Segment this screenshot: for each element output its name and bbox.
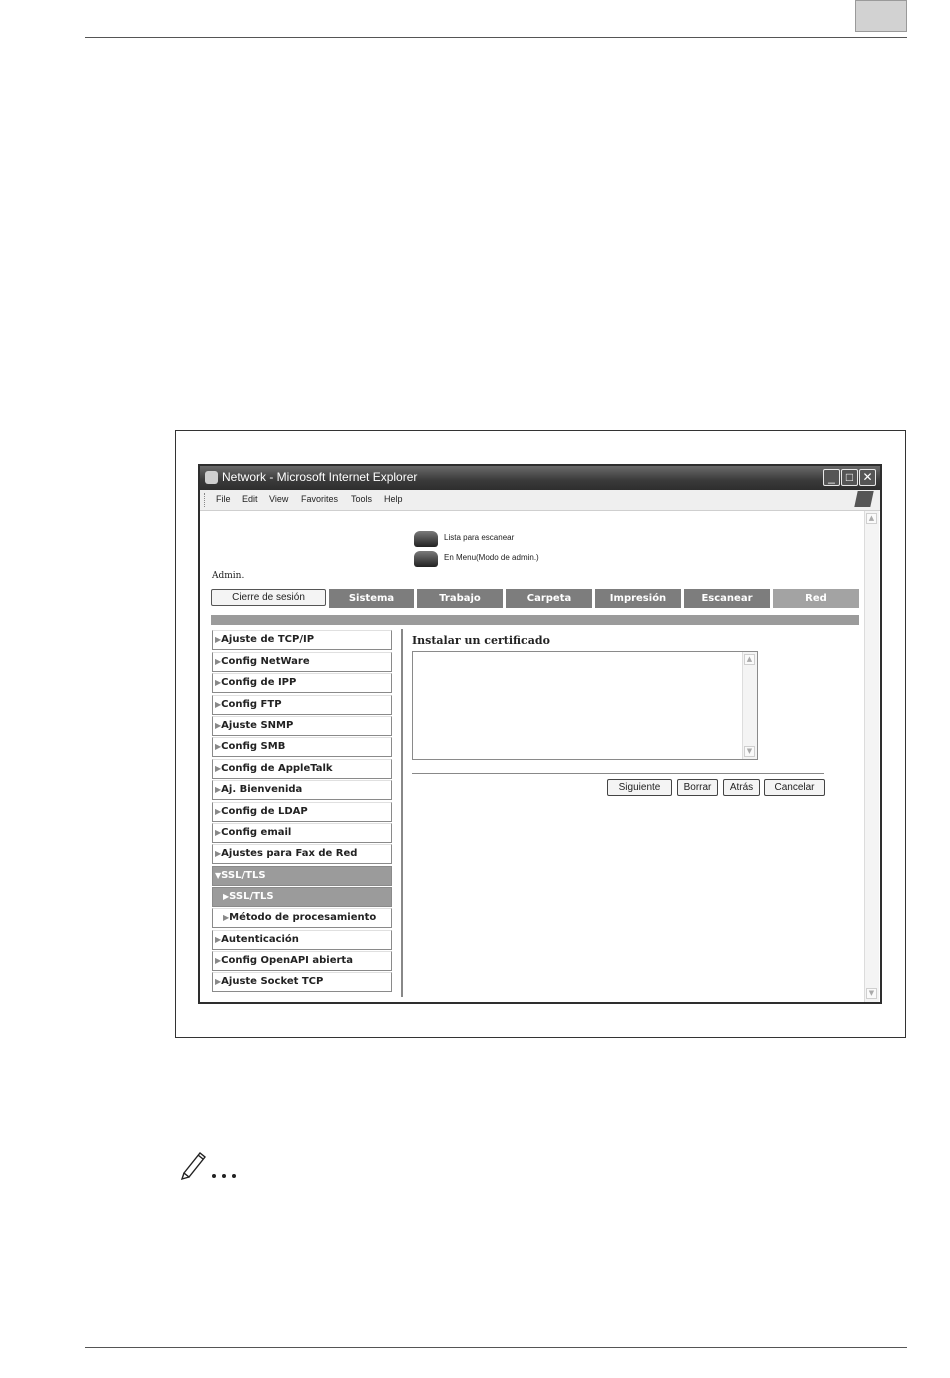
windows-logo-icon: [854, 491, 873, 507]
footer-rule: [85, 1347, 907, 1348]
back-button[interactable]: Atrás: [723, 779, 760, 796]
scroll-up-icon[interactable]: ▲: [744, 654, 755, 665]
tab-red[interactable]: Red: [773, 589, 859, 608]
sidebar-item-ipp[interactable]: [212, 673, 392, 693]
sidebar-item-fax-red[interactable]: [212, 844, 392, 864]
menu-help[interactable]: Help: [384, 494, 403, 504]
triangle-right-icon: ▶: [215, 700, 222, 709]
clear-button[interactable]: Borrar: [677, 779, 718, 796]
sidebar-item-label: Config OpenAPI abierta: [221, 955, 353, 966]
tab-escanear[interactable]: Escanear: [684, 589, 770, 608]
printer-menu-icon: [414, 551, 438, 567]
sidebar-item-label: Aj. Bienvenida: [221, 784, 303, 795]
sidebar-item-netware[interactable]: [212, 652, 392, 672]
vertical-scrollbar[interactable]: [864, 511, 879, 1002]
scroll-down-icon[interactable]: ▼: [744, 746, 755, 757]
toolbar-grip: [204, 493, 207, 507]
ie-logo-icon: [205, 471, 218, 484]
logout-button[interactable]: Cierre de sesión: [211, 589, 326, 606]
triangle-right-icon: ▶: [215, 742, 222, 751]
title-bar[interactable]: [200, 466, 880, 490]
sidebar-item-openapi[interactable]: [212, 951, 392, 971]
page-title: Instalar un certificado: [412, 634, 550, 647]
sidebar-item-label: SSL/TLS: [229, 891, 274, 902]
scroll-down-icon[interactable]: ▼: [866, 988, 877, 999]
certificate-textarea[interactable]: [412, 651, 758, 760]
sidebar-item-smb[interactable]: [212, 737, 392, 757]
triangle-down-icon: ▼: [215, 871, 222, 880]
sidebar-item-label: Config email: [221, 827, 292, 838]
sidebar-item-email[interactable]: [212, 823, 392, 843]
sidebar-divider: [401, 629, 403, 997]
sidebar-item-label: Config de IPP: [221, 677, 297, 688]
note-pencil-icon: [178, 1145, 248, 1181]
menu-tools[interactable]: Tools: [351, 494, 373, 504]
triangle-right-icon: ▶: [215, 635, 222, 644]
minimize-icon[interactable]: _: [823, 469, 840, 486]
sidebar-item-tcpip[interactable]: [212, 630, 392, 650]
admin-label: Admin.: [212, 571, 245, 581]
sidebar-item-autenticacion[interactable]: [212, 930, 392, 950]
browser-window: [198, 464, 882, 1004]
menu-file[interactable]: File: [216, 494, 231, 504]
tab-trabajo[interactable]: Trabajo: [417, 589, 503, 608]
sidebar-item-bienvenida[interactable]: [212, 780, 392, 800]
sidebar-item-snmp[interactable]: [212, 716, 392, 736]
triangle-right-icon: ▶: [215, 764, 222, 773]
triangle-right-icon: ▶: [215, 678, 222, 687]
sidebar-item-label: Config SMB: [221, 741, 286, 752]
sidebar-item-appletalk[interactable]: [212, 759, 392, 779]
sidebar-item-label: SSL/TLS: [221, 870, 266, 881]
close-icon[interactable]: ✕: [859, 469, 876, 486]
textarea-scrollbar[interactable]: [742, 652, 757, 759]
sidebar-item-ssl-tls[interactable]: [212, 887, 392, 907]
sidebar-item-label: Config de AppleTalk: [221, 763, 333, 774]
sidebar-item-label: Config FTP: [221, 699, 282, 710]
sidebar-item-label: Ajuste Socket TCP: [221, 976, 324, 987]
sidebar-item-metodo-procesamiento[interactable]: [212, 908, 392, 928]
triangle-right-icon: ▶: [215, 956, 222, 965]
status-mode: En Menu(Modo de admin.): [444, 553, 539, 562]
form-divider: [412, 773, 824, 774]
page-content: [200, 511, 880, 1002]
sidebar-item-label: Ajustes para Fax de Red: [221, 848, 358, 859]
scroll-up-icon[interactable]: ▲: [866, 513, 877, 524]
menu-bar: [200, 490, 880, 511]
nav-strip: [211, 615, 859, 625]
triangle-right-icon: ▶: [215, 807, 222, 816]
menu-view[interactable]: View: [269, 494, 289, 504]
printer-ready-icon: [414, 531, 438, 547]
sidebar-item-ssl-tls-group[interactable]: [212, 866, 392, 886]
sidebar-item-label: Config NetWare: [221, 656, 310, 667]
sidebar-item-ldap[interactable]: [212, 802, 392, 822]
tab-impresion[interactable]: Impresión: [595, 589, 681, 608]
menu-edit[interactable]: Edit: [242, 494, 258, 504]
triangle-right-icon: ▶: [215, 721, 222, 730]
page-number-tab: [855, 0, 907, 32]
next-button[interactable]: Siguiente: [607, 779, 672, 796]
triangle-right-icon: ▶: [223, 913, 230, 922]
maximize-icon[interactable]: □: [841, 469, 858, 486]
triangle-right-icon: ▶: [215, 849, 222, 858]
triangle-right-icon: ▶: [223, 892, 230, 901]
status-ready: Lista para escanear: [444, 533, 515, 542]
window-title: Network - Microsoft Internet Explorer: [222, 470, 418, 484]
sidebar-item-label: Ajuste de TCP/IP: [221, 634, 315, 645]
triangle-right-icon: ▶: [215, 828, 222, 837]
triangle-right-icon: ▶: [215, 657, 222, 666]
sidebar-item-label: Método de procesamiento: [229, 912, 377, 923]
triangle-right-icon: ▶: [215, 935, 222, 944]
triangle-right-icon: ▶: [215, 785, 222, 794]
sidebar-item-socket-tcp[interactable]: [212, 972, 392, 992]
tab-carpeta[interactable]: Carpeta: [506, 589, 592, 608]
header-rule: [85, 37, 907, 38]
sidebar-item-label: Ajuste SNMP: [221, 720, 294, 731]
triangle-right-icon: ▶: [215, 977, 222, 986]
sidebar-item-label: Config de LDAP: [221, 806, 308, 817]
tab-sistema[interactable]: Sistema: [329, 589, 414, 608]
sidebar-item-label: Autenticación: [221, 934, 299, 945]
sidebar-item-ftp[interactable]: [212, 695, 392, 715]
menu-favorites[interactable]: Favorites: [301, 494, 339, 504]
cancel-button[interactable]: Cancelar: [764, 779, 825, 796]
